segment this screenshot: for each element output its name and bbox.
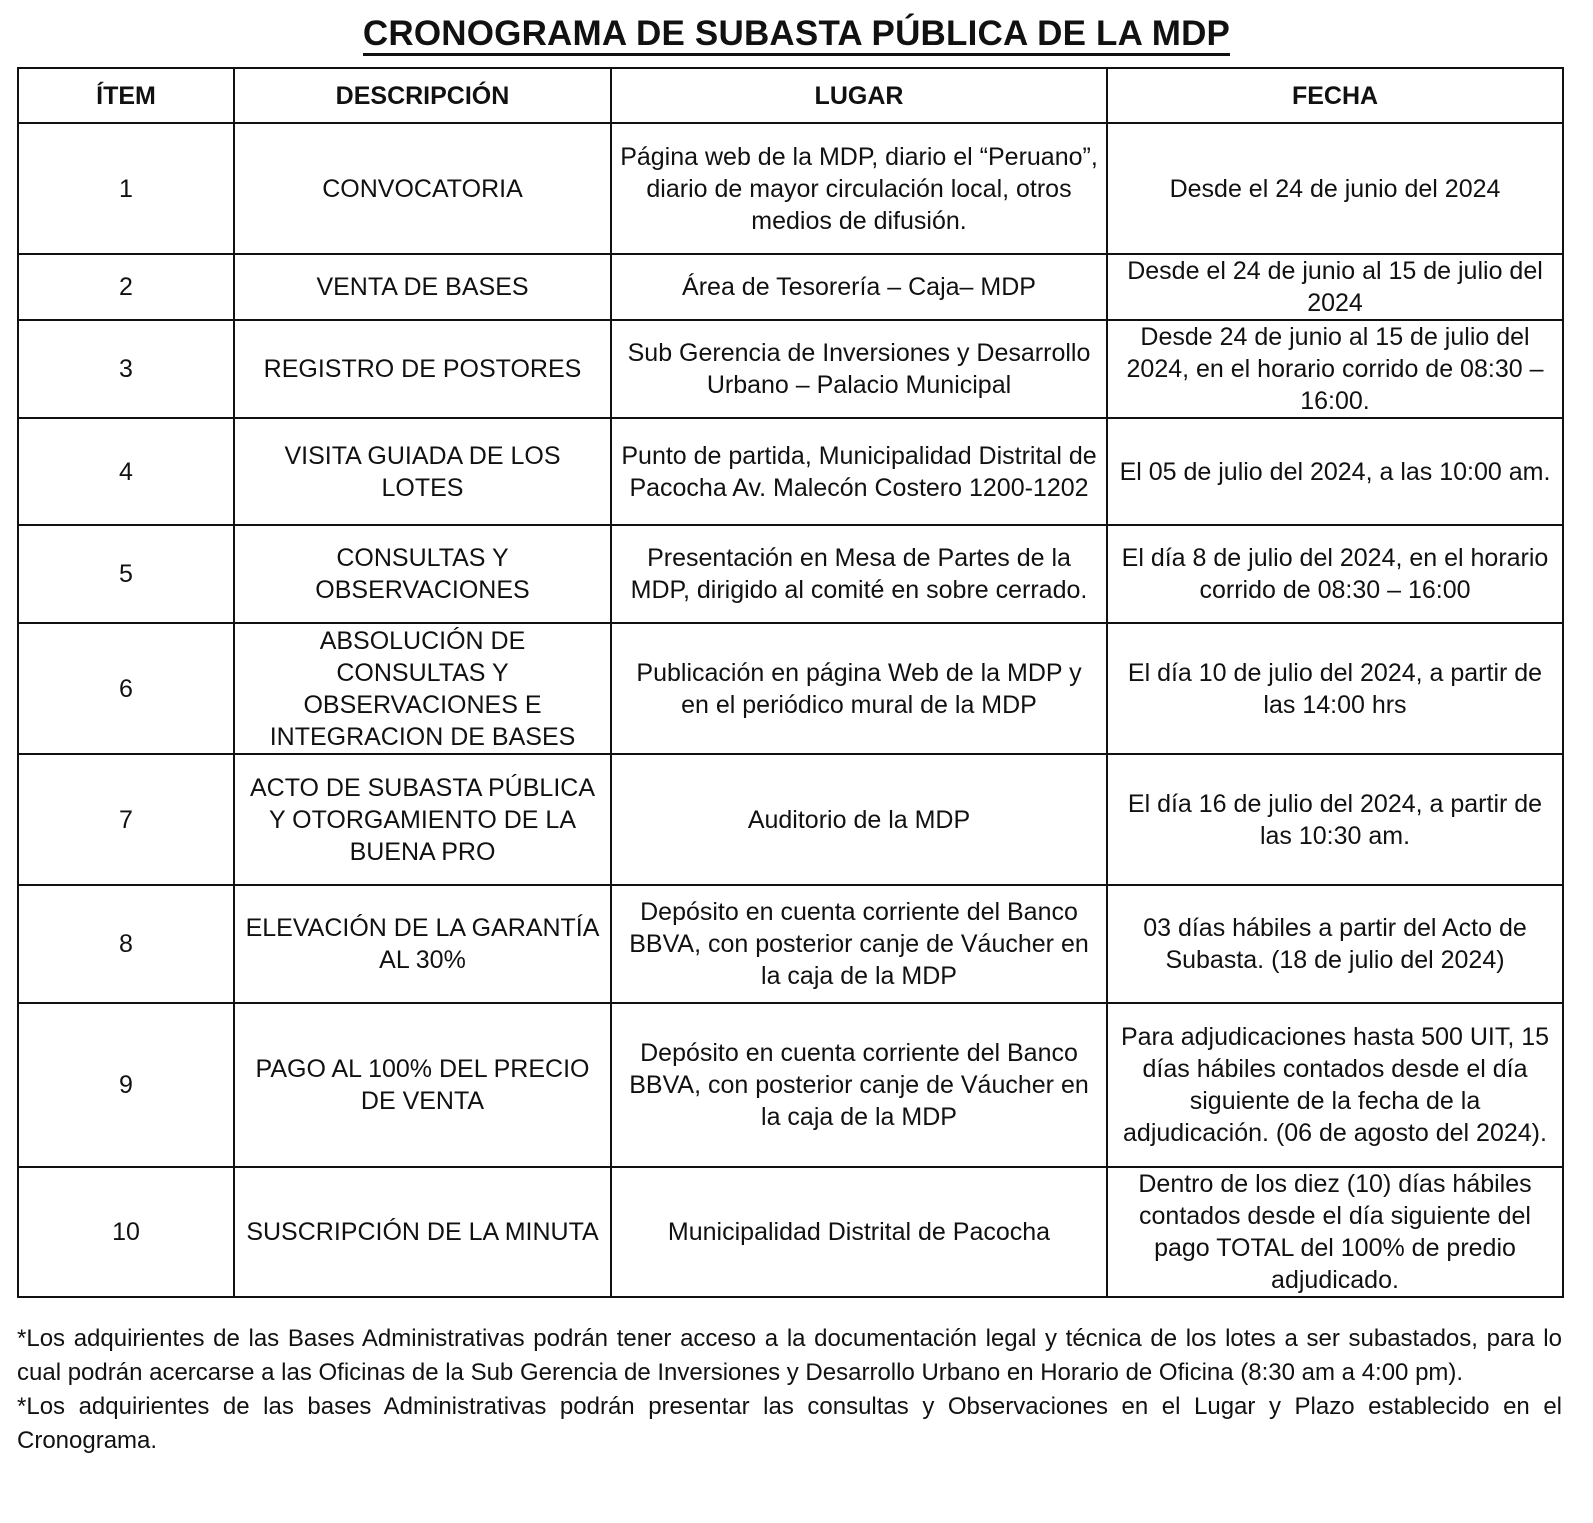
row-item: 9 — [18, 1003, 234, 1167]
row-lugar: Presentación en Mesa de Partes de la MDP, dirigido al comité en sobre cerrado. — [611, 525, 1107, 623]
row-lugar: Sub Gerencia de Inversiones y Desarrollo Urbano – Palacio Municipal — [611, 320, 1107, 418]
row-item: 10 — [18, 1167, 234, 1297]
footnote-documentation-access: *Los adquirientes de las Bases Administrativas podrán tener acceso a la documentación legal y técnica de los lotes a ser subastados, para lo cual podrán acercarse a las Oficinas de la Sub Gerencia de Inversiones y Desarrollo Urbano en Horario de Oficina (8:30 am a 4:00 pm). — [17, 1325, 1562, 1386]
footnotes — [17, 1322, 1562, 1458]
document-title — [0, 14, 1593, 54]
row-descripcion: CONVOCATORIA — [234, 123, 611, 254]
row-item: 2 — [18, 254, 234, 320]
table-row — [18, 254, 1563, 320]
table-row — [18, 320, 1563, 418]
row-lugar: Publicación en página Web de la MDP y en el periódico mural de la MDP — [611, 623, 1107, 754]
row-descripcion: SUSCRIPCIÓN DE LA MINUTA — [234, 1167, 611, 1297]
row-descripcion: VENTA DE BASES — [234, 254, 611, 320]
row-fecha: 03 días hábiles a partir del Acto de Subasta. (18 de julio del 2024) — [1107, 885, 1563, 1003]
header-item: ÍTEM — [18, 68, 234, 123]
title-text: CRONOGRAMA DE SUBASTA PÚBLICA DE LA MDP — [363, 14, 1230, 56]
row-fecha: Desde 24 de junio al 15 de julio del 2024, en el horario corrido de 08:30 – 16:00. — [1107, 320, 1563, 418]
row-item: 6 — [18, 623, 234, 754]
row-fecha: El día 16 de julio del 2024, a partir de las 10:30 am. — [1107, 754, 1563, 885]
row-lugar: Auditorio de la MDP — [611, 754, 1107, 885]
row-lugar: Depósito en cuenta corriente del Banco BBVA, con posterior canje de Váucher en la caja de la MDP — [611, 885, 1107, 1003]
header-lugar: LUGAR — [611, 68, 1107, 123]
row-item: 7 — [18, 754, 234, 885]
row-fecha: Desde el 24 de junio del 2024 — [1107, 123, 1563, 254]
row-descripcion: REGISTRO DE POSTORES — [234, 320, 611, 418]
row-fecha: El día 8 de julio del 2024, en el horario corrido de 08:30 – 16:00 — [1107, 525, 1563, 623]
footnote-consultations: *Los adquirientes de las bases Administrativas podrán presentar las consultas y Observaciones en el Lugar y Plazo establecido en el Cronograma. — [17, 1393, 1562, 1454]
table-row — [18, 885, 1563, 1003]
row-descripcion: ACTO DE SUBASTA PÚBLICA Y OTORGAMIENTO DE LA BUENA PRO — [234, 754, 611, 885]
row-lugar: Área de Tesorería – Caja– MDP — [611, 254, 1107, 320]
row-fecha: El día 10 de julio del 2024, a partir de las 14:00 hrs — [1107, 623, 1563, 754]
row-item: 8 — [18, 885, 234, 1003]
row-descripcion: VISITA GUIADA DE LOS LOTES — [234, 418, 611, 525]
row-lugar: Municipalidad Distrital de Pacocha — [611, 1167, 1107, 1297]
row-descripcion: ELEVACIÓN DE LA GARANTÍA AL 30% — [234, 885, 611, 1003]
row-fecha: Desde el 24 de junio al 15 de julio del 2024 — [1107, 254, 1563, 320]
row-descripcion: CONSULTAS Y OBSERVACIONES — [234, 525, 611, 623]
table-row — [18, 123, 1563, 254]
table-row — [18, 1167, 1563, 1297]
table-row — [18, 525, 1563, 623]
table-row — [18, 623, 1563, 754]
row-descripcion: PAGO AL 100% DEL PRECIO DE VENTA — [234, 1003, 611, 1167]
row-fecha: Dentro de los diez (10) días hábiles contados desde el día siguiente del pago TOTAL del 100% de predio adjudicado. — [1107, 1167, 1563, 1297]
row-item: 5 — [18, 525, 234, 623]
row-descripcion: ABSOLUCIÓN DE CONSULTAS Y OBSERVACIONES E INTEGRACION DE BASES — [234, 623, 611, 754]
row-lugar: Página web de la MDP, diario el “Peruano”, diario de mayor circulación local, otros medios de difusión. — [611, 123, 1107, 254]
table-row — [18, 1003, 1563, 1167]
row-fecha: Para adjudicaciones hasta 500 UIT, 15 días hábiles contados desde el día siguiente de la fecha de la adjudicación. (06 de agosto del 2024). — [1107, 1003, 1563, 1167]
row-item: 1 — [18, 123, 234, 254]
header-fecha: FECHA — [1107, 68, 1563, 123]
table-row — [18, 418, 1563, 525]
header-descripcion: DESCRIPCIÓN — [234, 68, 611, 123]
schedule-table — [17, 67, 1564, 1298]
row-lugar: Depósito en cuenta corriente del Banco BBVA, con posterior canje de Váucher en la caja de la MDP — [611, 1003, 1107, 1167]
row-item: 3 — [18, 320, 234, 418]
table-header-row — [18, 68, 1563, 123]
table-row — [18, 754, 1563, 885]
row-lugar: Punto de partida, Municipalidad Distrital de Pacocha Av. Malecón Costero 1200-1202 — [611, 418, 1107, 525]
row-fecha: El 05 de julio del 2024, a las 10:00 am. — [1107, 418, 1563, 525]
row-item: 4 — [18, 418, 234, 525]
